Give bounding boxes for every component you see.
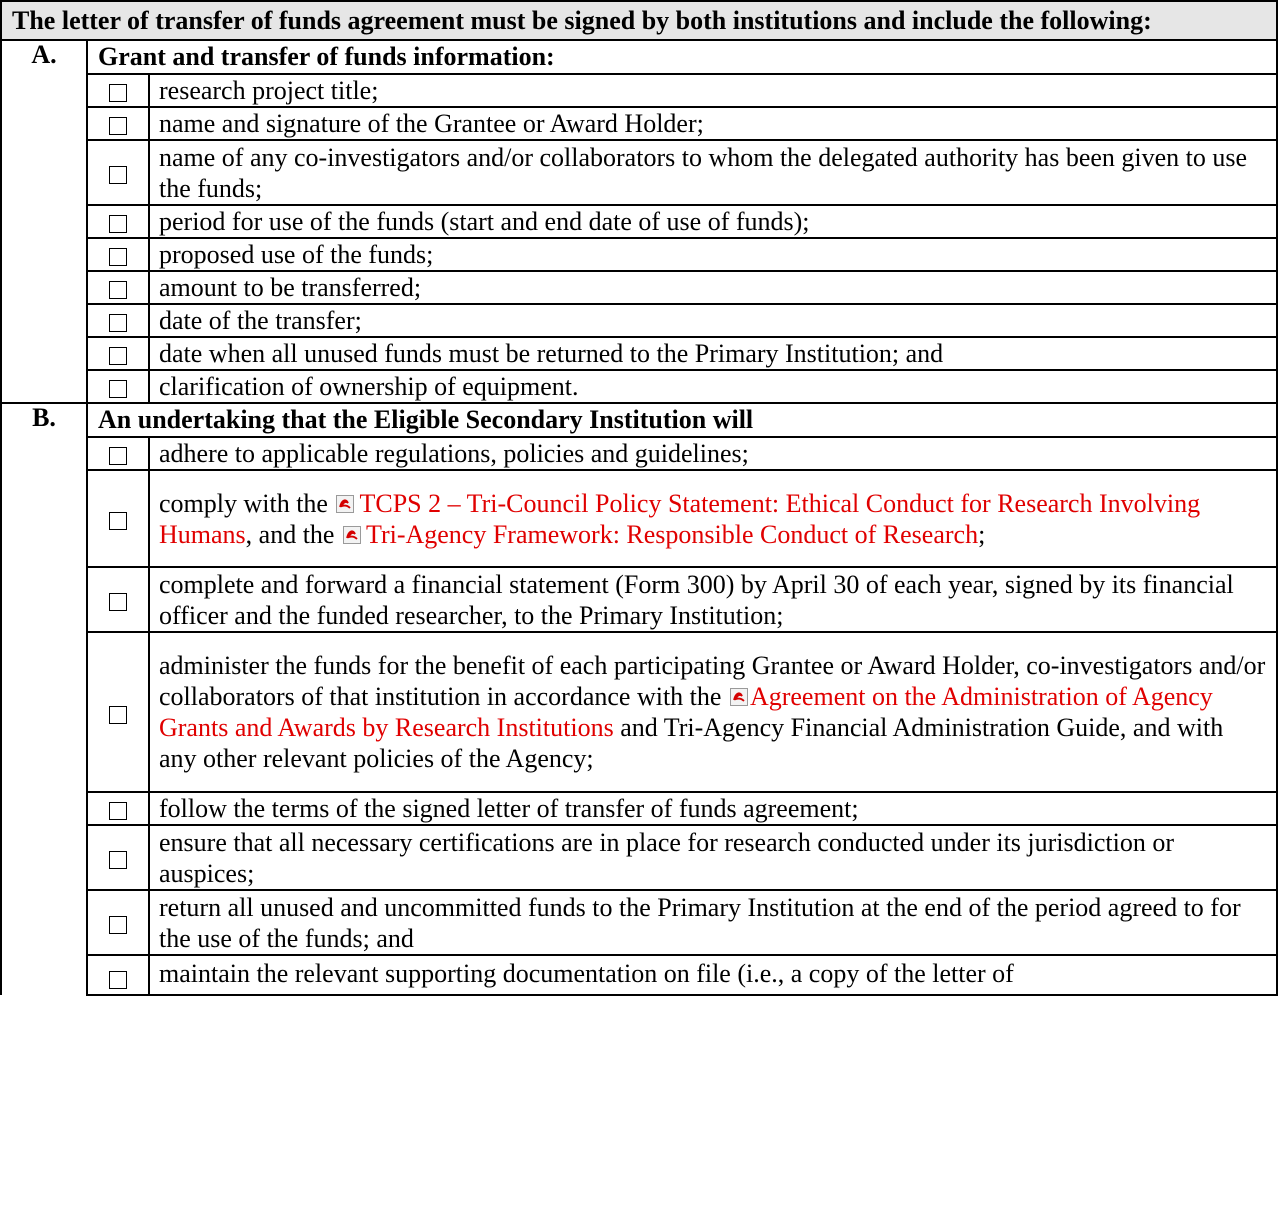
checklist-row (1, 955, 1277, 995)
checklist-row (1, 140, 1277, 205)
checklist-row (1, 437, 1277, 470)
item-text-part: and Tri-Agency Financial Administration Guide, and with any other relevant policies of the Agency; (159, 713, 1224, 773)
section-a-title-row (1, 40, 1277, 74)
checklist-row (1, 370, 1277, 403)
item-text: date of the transfer; (149, 304, 1277, 337)
section-b-title-row (1, 403, 1277, 437)
checklist-row (1, 567, 1277, 632)
item-text: period for use of the funds (start and end date of use of funds); (149, 205, 1277, 238)
pdf-link-icon (336, 495, 354, 513)
item-text: date when all unused funds must be returned to the Primary Institution; and (149, 337, 1277, 370)
item-text-part: ; (978, 519, 986, 549)
item-text: research project title; (149, 74, 1277, 107)
checkbox[interactable] (109, 802, 127, 820)
item-text-part: administer the funds for the benefit of each participating Grantee or Award Holder, co-investigators and/or collaborators of that institution in accordance with the (159, 651, 1266, 711)
checklist-row (1, 337, 1277, 370)
section-a-title: Grant and transfer of funds information: (87, 40, 1277, 74)
item-text: ensure that all necessary certifications are in place for research conducted under its jurisdiction or auspices; (149, 825, 1277, 890)
checkbox[interactable] (109, 706, 127, 724)
checkbox[interactable] (109, 447, 127, 465)
item-text: maintain the relevant supporting documentation on file (i.e., a copy of the letter of (149, 955, 1277, 995)
item-text: amount to be transferred; (149, 271, 1277, 304)
item-text: name of any co-investigators and/or collaborators to whom the delegated authority has been given to use the funds; (149, 140, 1277, 205)
checkbox[interactable] (109, 916, 127, 934)
header-text: The letter of transfer of funds agreement must be signed by both institutions and include the following: (1, 1, 1277, 40)
checkbox[interactable] (109, 314, 127, 332)
item-text: complete and forward a financial statement (Form 300) by April 30 of each year, signed by its financial officer and the funded researcher, to the Primary Institution; (149, 567, 1277, 632)
checkbox[interactable] (109, 248, 127, 266)
checkbox[interactable] (109, 281, 127, 299)
section-b-letter: B. (1, 403, 87, 995)
checklist-row (1, 792, 1277, 825)
section-b-title: An undertaking that the Eligible Secondary Institution will (87, 403, 1277, 437)
section-a-letter: A. (1, 40, 87, 403)
checkbox[interactable] (109, 117, 127, 135)
checklist-row (1, 238, 1277, 271)
checklist-row (1, 74, 1277, 107)
item-text: proposed use of the funds; (149, 238, 1277, 271)
checklist-row (1, 825, 1277, 890)
checklist-row (1, 470, 1277, 567)
checkbox[interactable] (109, 166, 127, 184)
tcps2-link[interactable]: TCPS 2 – Tri-Council Policy Statement: Ethical Conduct for Research Involving Humans (159, 488, 1201, 549)
header-row (1, 1, 1277, 40)
item-text-part: comply with the (159, 488, 335, 518)
checkbox[interactable] (109, 347, 127, 365)
item-text: clarification of ownership of equipment. (149, 370, 1277, 403)
checkbox[interactable] (109, 380, 127, 398)
item-text: return all unused and uncommitted funds to the Primary Institution at the end of the period agreed to for the use of the funds; and (149, 890, 1277, 955)
pdf-link-icon (730, 688, 748, 706)
item-text: name and signature of the Grantee or Award Holder; (149, 107, 1277, 140)
checkbox[interactable] (109, 84, 127, 102)
tri-agency-framework-link[interactable]: Tri-Agency Framework: Responsible Conduct of Research (365, 519, 979, 549)
checklist-row (1, 107, 1277, 140)
pdf-link-icon (343, 526, 361, 544)
checkbox[interactable] (109, 971, 127, 989)
checkbox[interactable] (109, 215, 127, 233)
item-text (149, 470, 1277, 567)
checkbox[interactable] (109, 593, 127, 611)
checklist-row (1, 304, 1277, 337)
item-text: follow the terms of the signed letter of transfer of funds agreement; (149, 792, 1277, 825)
checklist-row (1, 271, 1277, 304)
item-text-part: , and the (245, 519, 341, 549)
item-text (149, 632, 1277, 792)
item-text: adhere to applicable regulations, policies and guidelines; (149, 437, 1277, 470)
checklist-row (1, 890, 1277, 955)
checklist-row (1, 632, 1277, 792)
checkbox[interactable] (109, 512, 127, 530)
administration-agreement-link[interactable]: Agreement on the Administration of Agency Grants and Awards by Research Institutions (159, 682, 1213, 742)
checkbox[interactable] (109, 851, 127, 869)
checklist-row (1, 205, 1277, 238)
